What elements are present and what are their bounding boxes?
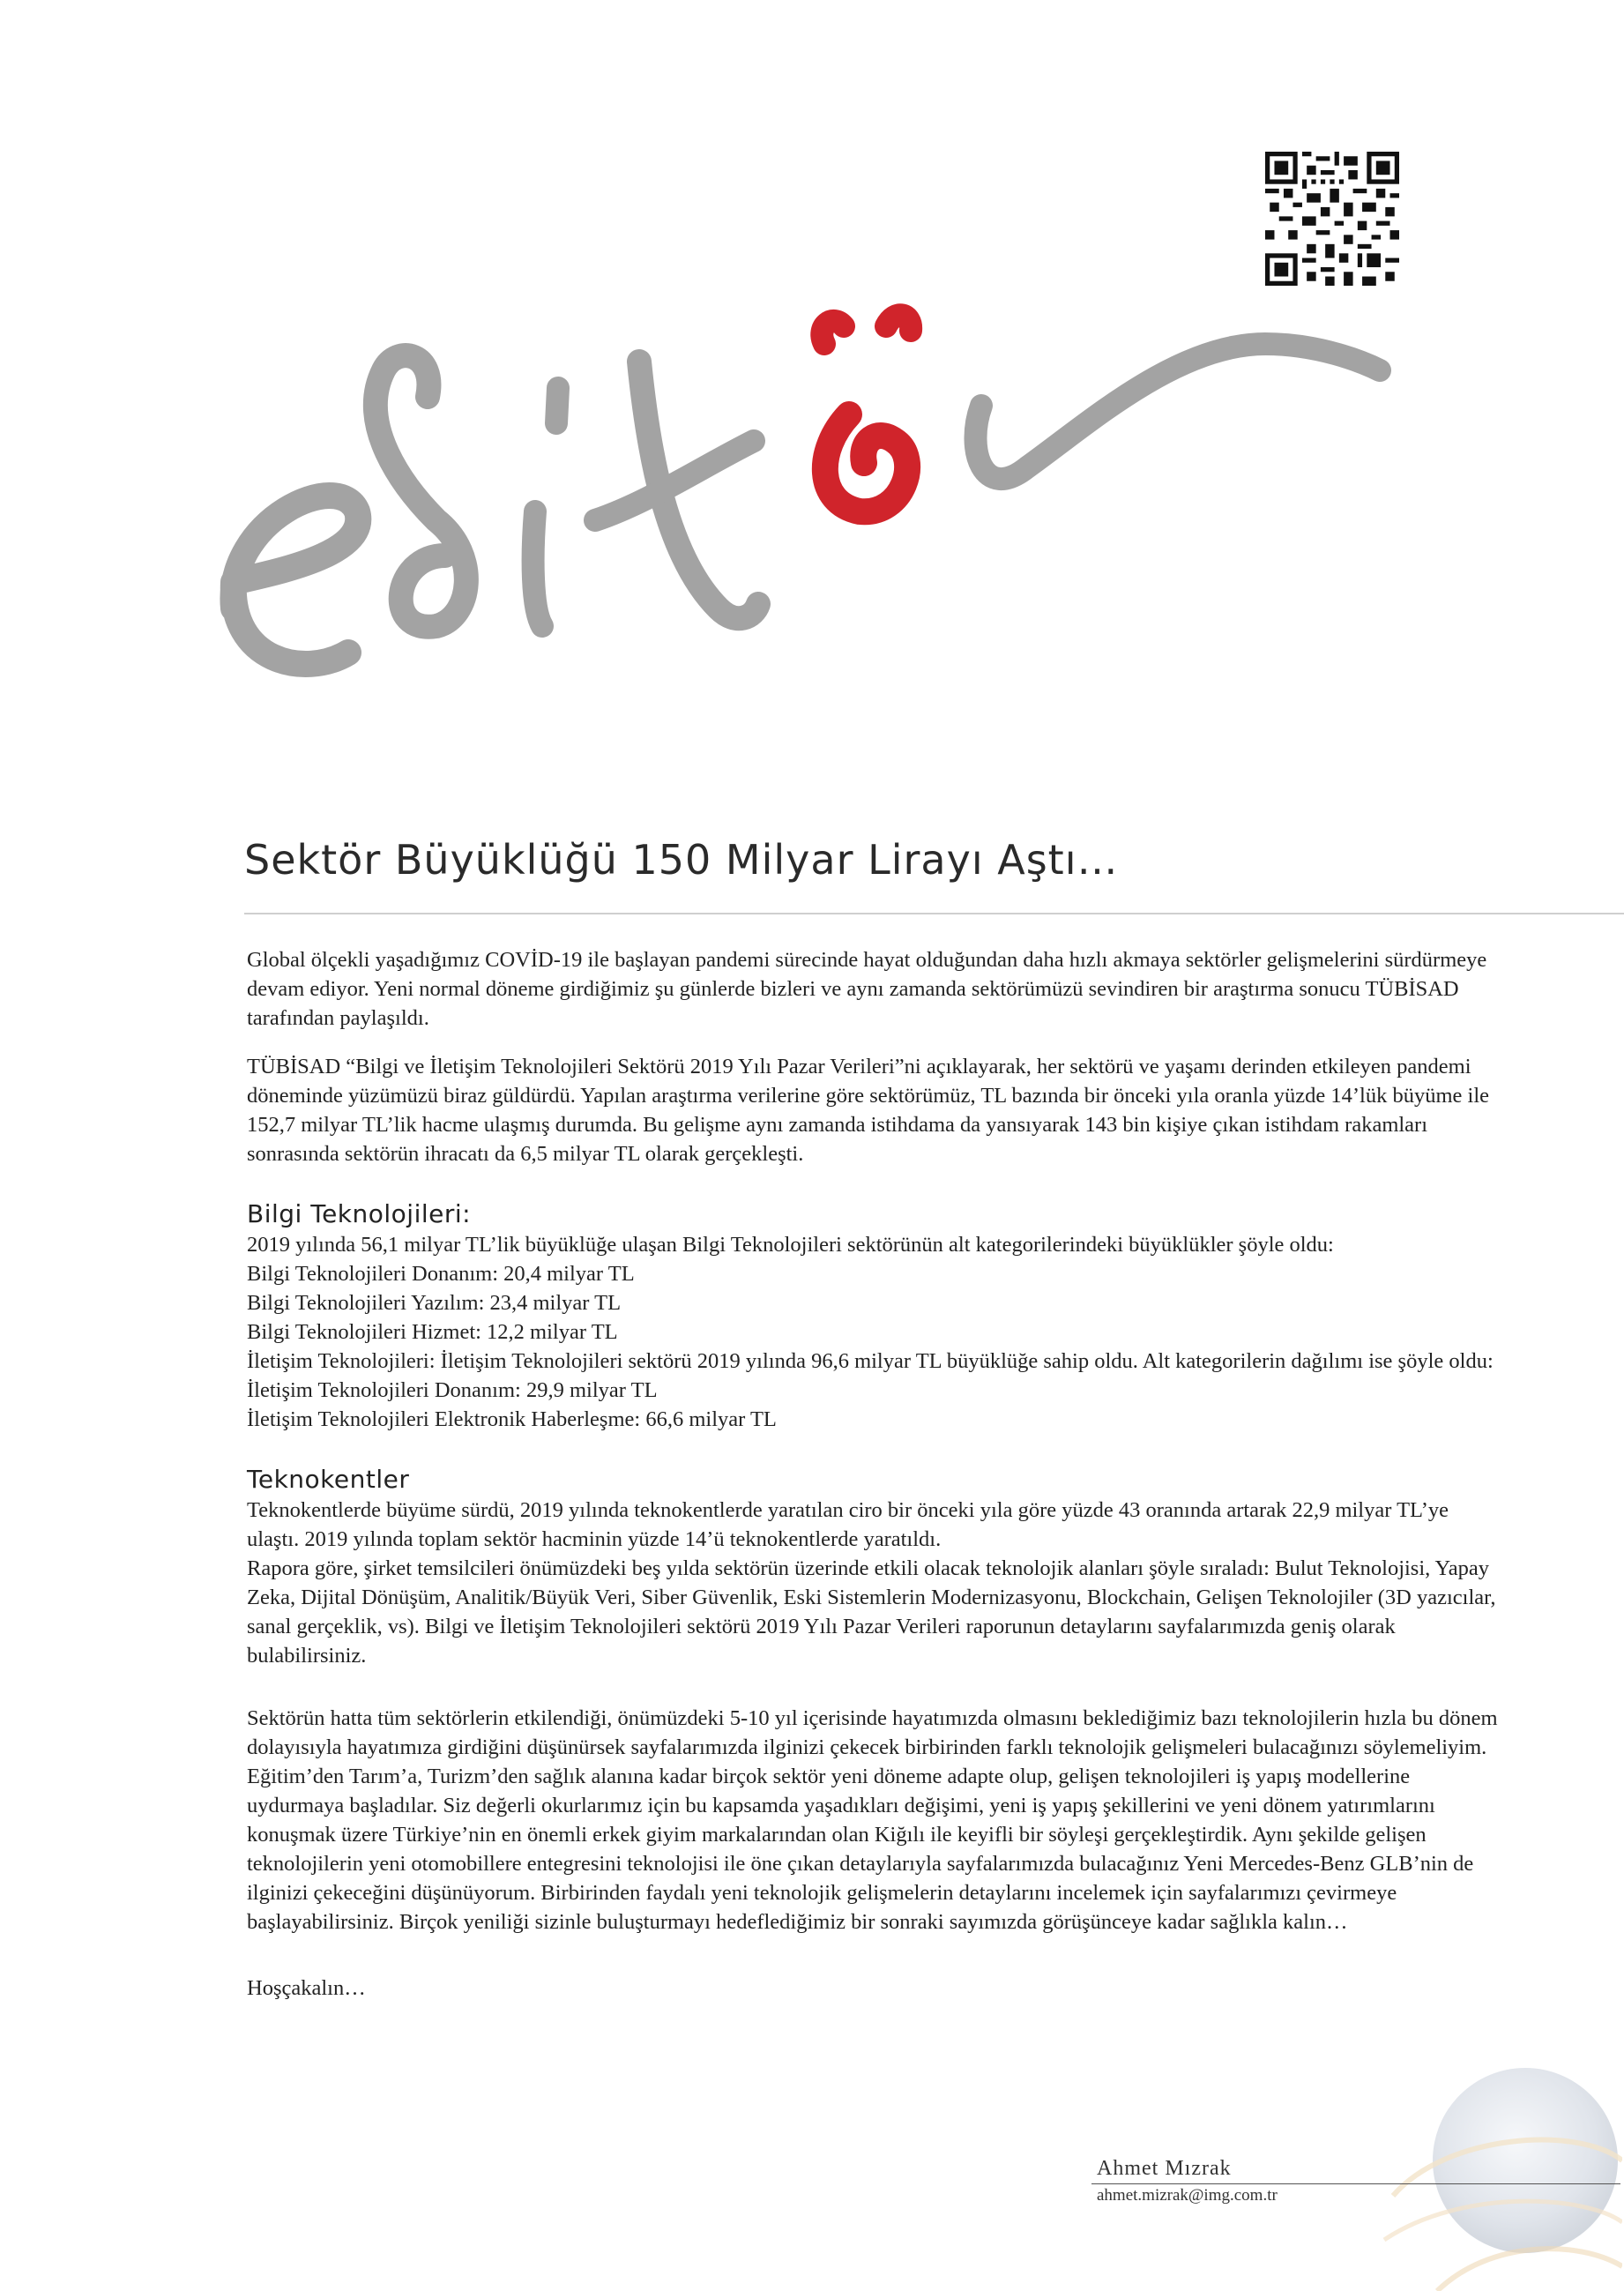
- author-email[interactable]: ahmet.mizrak@img.com.tr: [1097, 2186, 1278, 2205]
- section-bilgi-body: [247, 1230, 1499, 1434]
- bilgi-line: Bilgi Teknolojileri Yazılım: 23,4 milyar TL: [247, 1291, 622, 1315]
- intro-paragraph-2: TÜBİSAD “Bilgi ve İletişim Teknolojileri Sektörü 2019 Yılı Pazar Verileri”ni açıklayarak, her sektörü ve yaşamı derinden etkileyen pandemi döneminde yüzümüzü biraz güldürdü. Yapılan araştırma verilerine göre sektörümüz, TL bazında bir önceki yıla oranla yüzde 14’lük büyüme ile 152,7 milyar TL’lik hacme ulaşmış durumda. Bu gelişme aynı zamanda istihdama da yansıyarak 143 bin kişiye çıkan istihdam rakamları sonrasında sektörün ihracatı da 6,5 milyar TL olarak gerçekleşti.: [247, 1055, 1490, 1166]
- headline: Sektör Büyüklüğü 150 Milyar Lirayı Aştı…: [244, 836, 1119, 884]
- editor-logo: [207, 291, 1415, 705]
- closing-paragraph: Sektörün hatta tüm sektörlerin etkilendiği, önümüzdeki 5-10 yıl içerisinde hayatımızda olmasını beklediğimiz bazı teknolojilerin hızla bu dönem dolayısıyla hayatımıza girdiğini düşünürsek sayfalarımızda ilginizi çekecek birbirinden farklı teknolojik gelişmeleri bulacağınızı söylemeliyim. Eğitim’den Tarım’a, Turizm’den sağlık alanına kadar birçok sektör yeni döneme adapte olup, gelişen teknolojileri iş yapış modellerine uydurmaya başladılar. Siz değerli okurlarımız için bu kapsamda yaşadıkları değişimi, yeni iş yapış şekillerini ve yeni dönem yatırımlarını konuşmak üzere Türkiye’nin en önemli erkek giyim markalarından olan Kiğılı ile keyifli bir söyleşi gerçekleştirdik. Aynı şekilde gelişen teknolojilerin yeni otomobillere entegresini teknolojisi ile öne çıkan detaylarıyla sayfalarımızda bulacağınız Yeni Mercedes-Benz GLB’nin de ilginizi çekeceğini düşünüyorum. Birbirinden faydalı yeni teknolojik gelişmelerin detaylarını incelemek için sayfalarımızı çevirmeye başlayabilirsiniz. Birçok yeniliği sizinle buluşturmayı hedeflediğimiz bir sonraki sayımızda görüşünceye kadar sağlıkla kalın…: [247, 1706, 1498, 1934]
- bilgi-line: Bilgi Teknolojileri Hizmet: 12,2 milyar TL: [247, 1320, 618, 1344]
- globe-decoration-icon: [1358, 2063, 1622, 2291]
- section-tekno-body: [247, 1496, 1499, 1670]
- tekno-line: Rapora göre, şirket temsilcileri önümüzdeki beş yılda sektörün üzerinde etkili olacak teknolojik alanları şöyle sıraladı: Bulut Teknolojisi, Yapay Zeka, Dijital Dönüşüm, Analitik/Büyük Veri, Siber Güvenlik, Eski Sistemlerin Modernizasyonu, Blockchain, Gelişen Teknolojiler (3D yazıcılar, sanal gerçeklik, vs). Bilgi ve İletişim Teknolojileri sektörü 2019 Yılı Pazar Verileri raporunun detaylarını sayfalarımızda geniş olarak bulabilirsiniz.: [247, 1556, 1496, 1668]
- editorial-body: [247, 945, 1499, 2022]
- signature: [1091, 2157, 1278, 2205]
- intro-paragraph-1: Global ölçekli yaşadığımız COVİD-19 ile başlayan pandemi sürecinde hayat olduğundan daha hızlı akmaya sektörler gelişmelerini sürdürmeye devam ediyor. Yeni normal döneme girdiğimiz şu günlerde bizleri ve aynı zamanda sektörümüzü sevindiren bir araştırma sonucu TÜBİSAD tarafından paylaşıldı.: [247, 948, 1487, 1030]
- tekno-line: Teknokentlerde büyüme sürdü, 2019 yılında teknokentlerde yaratılan ciro bir önceki yıla göre yüzde 43 oranında artarak 22,9 milyar TL’ye ulaştı. 2019 yılında toplam sektör hacminin yüzde 14’ü teknokentlerde yaratıldı.: [247, 1498, 1449, 1551]
- farewell: Hoşçakalın…: [247, 1976, 366, 2000]
- author-name: Ahmet Mızrak: [1097, 2157, 1232, 2180]
- section-heading-bilgi: Bilgi Teknolojileri:: [247, 1199, 472, 1228]
- bilgi-line: İletişim Teknolojileri Donanım: 29,9 milyar TL: [247, 1378, 658, 1402]
- bilgi-line: İletişim Teknolojileri: İletişim Teknolojileri sektörü 2019 yılında 96,6 milyar TL büyüklüğe sahip oldu. Alt kategorilerin dağılımı ise şöyle oldu:: [247, 1349, 1494, 1373]
- bilgi-line: Bilgi Teknolojileri Donanım: 20,4 milyar TL: [247, 1262, 635, 1286]
- headline-rule: [244, 913, 1624, 914]
- qr-code-icon: [1265, 152, 1399, 286]
- bilgi-line: 2019 yılında 56,1 milyar TL’lik büyüklüğe ulaşan Bilgi Teknolojileri sektörünün alt kategorilerindeki büyüklükler şöyle oldu:: [247, 1233, 1334, 1257]
- bilgi-line: İletişim Teknolojileri Elektronik Haberleşme: 66,6 milyar TL: [247, 1407, 777, 1431]
- section-heading-teknokentler: Teknokentler: [247, 1465, 410, 1494]
- signature-line: [1091, 2183, 1620, 2184]
